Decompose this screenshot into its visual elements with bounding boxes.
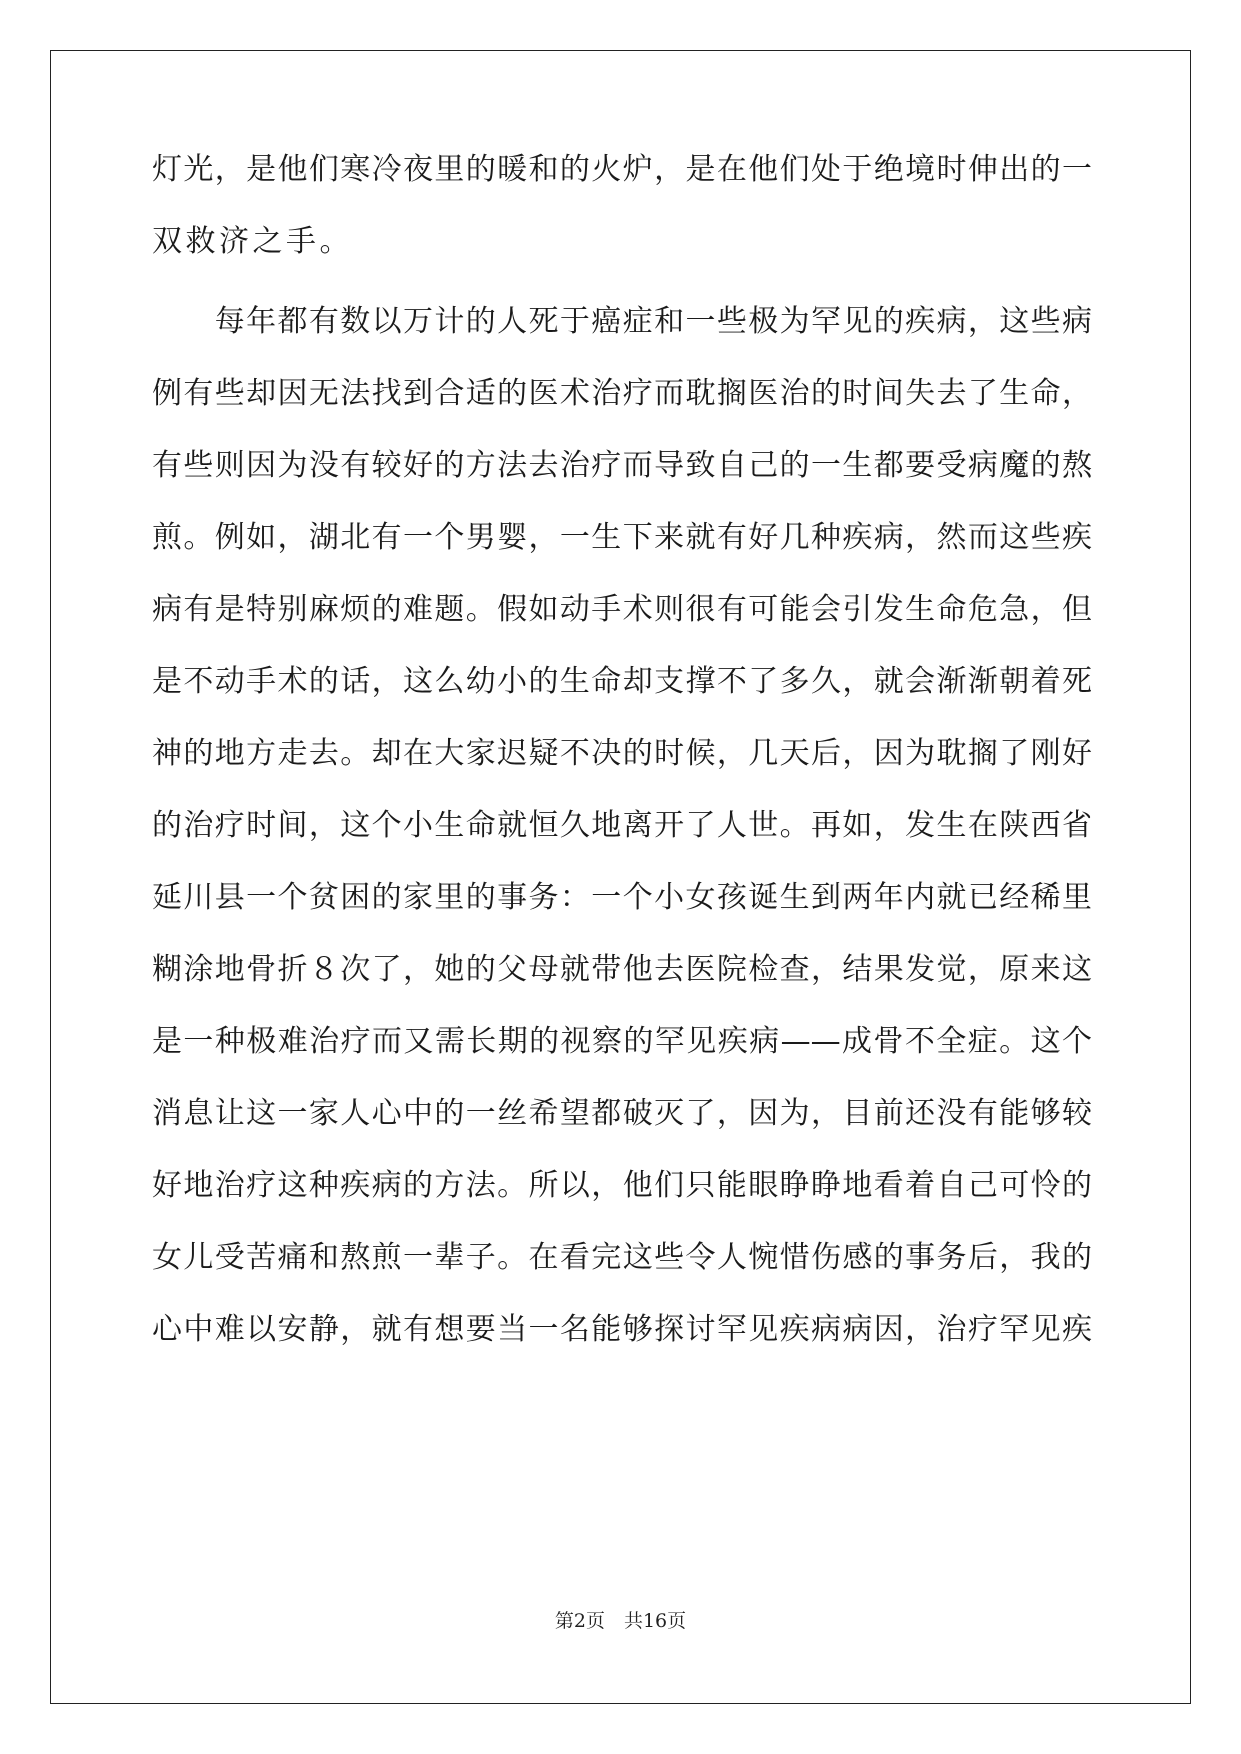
text-line: 煎。例如，湖北有一个男婴，一生下来就有好几种疾病，然而这些疾 xyxy=(152,520,1092,555)
text-line: 每年都有数以万计的人死于癌症和一些极为罕见的疾病，这些病 xyxy=(152,304,1092,339)
text-line: 是一种极难治疗而又需长期的视察的罕见疾病——成骨不全症。这个 xyxy=(152,1024,1092,1059)
text-line: 神的地方走去。却在大家迟疑不决的时候，几天后，因为耽搁了刚好 xyxy=(152,736,1092,771)
text-line: 有些则因为没有较好的方法去治疗而导致自己的一生都要受病魔的熬 xyxy=(152,448,1092,483)
text-line: 心中难以安静，就有想要当一名能够探讨罕见疾病病因，治疗罕见疾 xyxy=(152,1312,1092,1347)
text-line: 糊涂地骨折８次了，她的父母就带他去医院检查，结果发觉，原来这 xyxy=(152,952,1092,987)
text-line: 好地治疗这种疾病的方法。所以，他们只能眼睁睁地看着自己可怜的 xyxy=(152,1168,1092,1203)
page-number-footer: 第2页 共16页 xyxy=(554,1610,687,1632)
page-border xyxy=(50,50,1191,1704)
text-line: 例有些却因无法找到合适的医术治疗而耽搁医治的时间失去了生命， xyxy=(152,376,1092,411)
text-line: 女儿受苦痛和熬煎一辈子。在看完这些令人惋惜伤感的事务后，我的 xyxy=(152,1240,1092,1275)
text-line: 双救济之手。 xyxy=(152,224,353,259)
text-line: 病有是特别麻烦的难题。假如动手术则很有可能会引发生命危急，但 xyxy=(152,592,1092,627)
text-line: 消息让这一家人心中的一丝希望都破灭了，因为，目前还没有能够较 xyxy=(152,1096,1092,1131)
text-line: 的治疗时间，这个小生命就恒久地离开了人世。再如，发生在陕西省 xyxy=(152,808,1092,843)
text-line: 延川县一个贫困的家里的事务：一个小女孩诞生到两年内就已经稀里 xyxy=(152,880,1092,915)
text-line: 是不动手术的话，这么幼小的生命却支撑不了多久，就会渐渐朝着死 xyxy=(152,664,1092,699)
text-line: 灯光，是他们寒冷夜里的暖和的火炉，是在他们处于绝境时伸出的一 xyxy=(152,152,1092,187)
